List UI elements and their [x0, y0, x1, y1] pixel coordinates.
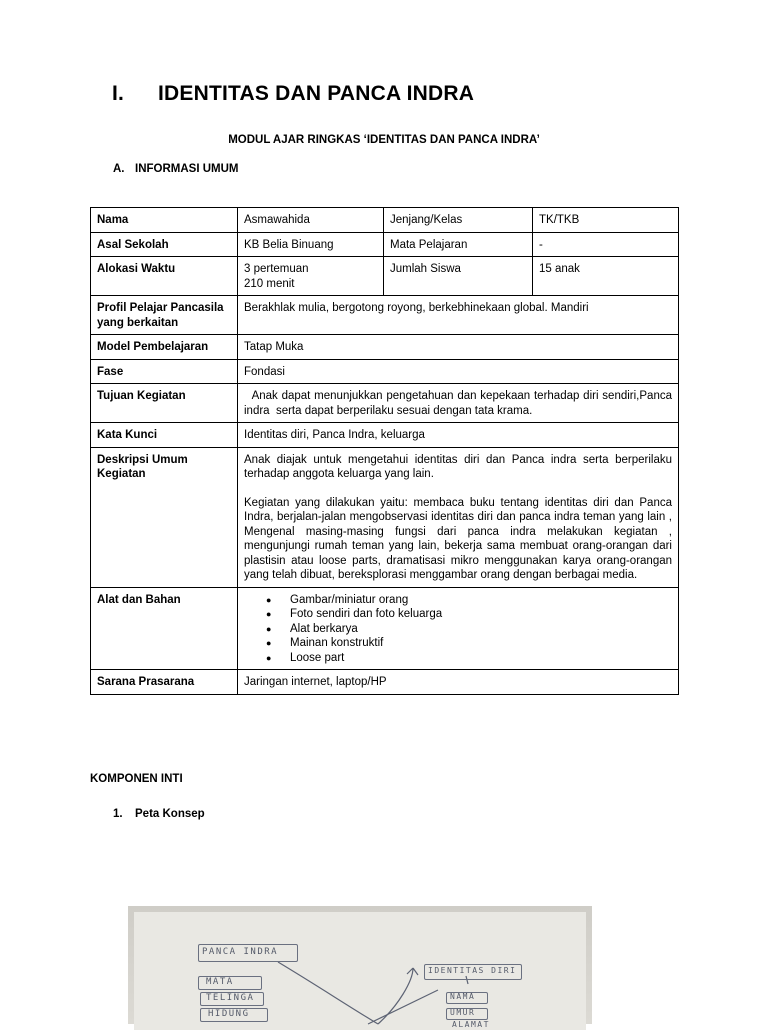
value-asal-sekolah: KB Belia Binuang [238, 232, 384, 257]
table-row [91, 257, 679, 296]
label-model-pembelajaran: Model Pembelajaran [91, 335, 238, 360]
alat-list [244, 593, 672, 666]
label-umur-photo: UMUR [450, 1008, 476, 1017]
info-table [90, 207, 679, 695]
value-mata-pelajaran: - [533, 232, 679, 257]
peta-text: Peta Konsep [135, 808, 205, 820]
peta-number: 1. [113, 808, 123, 820]
list-item: ● Loose part [266, 651, 672, 666]
label-alokasi-waktu: Alokasi Waktu [91, 257, 238, 296]
label-hidung: HIDUNG [208, 1009, 250, 1019]
label-identitas-diri: IDENTITAS DIRI [428, 966, 517, 975]
heading-text: IDENTITAS DAN PANCA INDRA [158, 82, 475, 105]
list-item: ● Mainan konstruktif [266, 636, 672, 651]
list-item: ● Alat berkarya [266, 622, 672, 637]
value-jumlah-siswa: 15 anak [533, 257, 679, 296]
table-row [91, 447, 679, 587]
value-profil-pelajar: Berakhlak mulia, bergotong royong, berkebhinekaan global. Mandiri [238, 296, 679, 335]
label-profil-pelajar: Profil Pelajar Pancasila yang berkaitan [91, 296, 238, 335]
label-sarana-prasarana: Sarana Prasarana [91, 670, 238, 695]
label-jenjang: Jenjang/Kelas [384, 208, 533, 233]
table-row [91, 335, 679, 360]
label-alamat-photo: ALAMAT [452, 1020, 490, 1029]
module-subtitle: MODUL AJAR RINGKAS ‘IDENTITAS DAN PANCA INDRA’ [228, 134, 540, 146]
label-panca-indra: PANCA INDRA [202, 947, 279, 957]
value-jenjang: TK/TKB [533, 208, 679, 233]
value-alokasi-waktu: 3 pertemuan 210 menit [238, 257, 384, 296]
label-fase: Fase [91, 359, 238, 384]
section-heading-informasi-umum [113, 163, 239, 175]
table-row [91, 587, 679, 670]
list-item: ● Foto sendiri dan foto keluarga [266, 607, 672, 622]
label-alat-bahan: Alat dan Bahan [91, 587, 238, 670]
value-deskripsi-umum [238, 447, 679, 587]
table-row [91, 384, 679, 423]
value-fase: Fondasi [238, 359, 679, 384]
label-mata-pelajaran: Mata Pelajaran [384, 232, 533, 257]
peta-konsep-heading [113, 808, 205, 820]
table-row [91, 423, 679, 448]
label-nama: Nama [91, 208, 238, 233]
table-row [91, 208, 679, 233]
concept-map-photo [128, 906, 592, 1029]
value-sarana-prasarana: Jaringan internet, laptop/HP [238, 670, 679, 695]
table-row [91, 359, 679, 384]
value-tujuan-kegiatan: Anak dapat menunjukkan pengetahuan dan kepekaan terhadap diri sendiri,Panca indra serta dapat berperilaku sesuai dengan tata krama. [238, 384, 679, 423]
section-number: A. [113, 163, 125, 175]
label-deskripsi-umum: Deskripsi Umum Kegiatan [91, 447, 238, 587]
deskripsi-paragraph-1: Anak diajak untuk mengetahui identitas diri dan Panca indra serta berperilaku terhadap anggota keluarga yang lain. [244, 453, 672, 480]
section-text: INFORMASI UMUM [135, 163, 239, 175]
list-item: ● Gambar/miniatur orang [266, 593, 672, 608]
label-kata-kunci: Kata Kunci [91, 423, 238, 448]
concept-map-lines [128, 906, 592, 1024]
heading-number: I. [112, 82, 125, 105]
value-kata-kunci: Identitas diri, Panca Indra, keluarga [238, 423, 679, 448]
table-row [91, 232, 679, 257]
label-mata: MATA [206, 977, 234, 987]
page-title [112, 82, 474, 106]
label-tujuan-kegiatan: Tujuan Kegiatan [91, 384, 238, 423]
label-nama-photo: NAMA [450, 992, 476, 1001]
label-asal-sekolah: Asal Sekolah [91, 232, 238, 257]
value-model-pembelajaran: Tatap Muka [238, 335, 679, 360]
label-telinga: TELINGA [206, 993, 255, 1003]
komponen-inti-heading: KOMPONEN INTI [90, 773, 183, 785]
table-row [91, 296, 679, 335]
value-alat-bahan [238, 587, 679, 670]
table-row [91, 670, 679, 695]
deskripsi-paragraph-2: Kegiatan yang dilakukan yaitu: membaca buku tentang identitas diri dan Panca Indra, berjalan-jalan mengobservasi identitas diri dan panca indra teman yang lain , Mengenal masing-masing fungsi dari panca indra melakukan kegiatan , mengunjungi rumah teman yang lain, bekerja sama membuat orang-orangan dari plastisin atau loose parts, dramatisasi mikro menggunakan karya orang-orangan yang telah dibuat, bereksplorasi menggambar orang dengan berbagai media. [244, 496, 672, 581]
label-jumlah-siswa: Jumlah Siswa [384, 257, 533, 296]
value-nama: Asmawahida [238, 208, 384, 233]
